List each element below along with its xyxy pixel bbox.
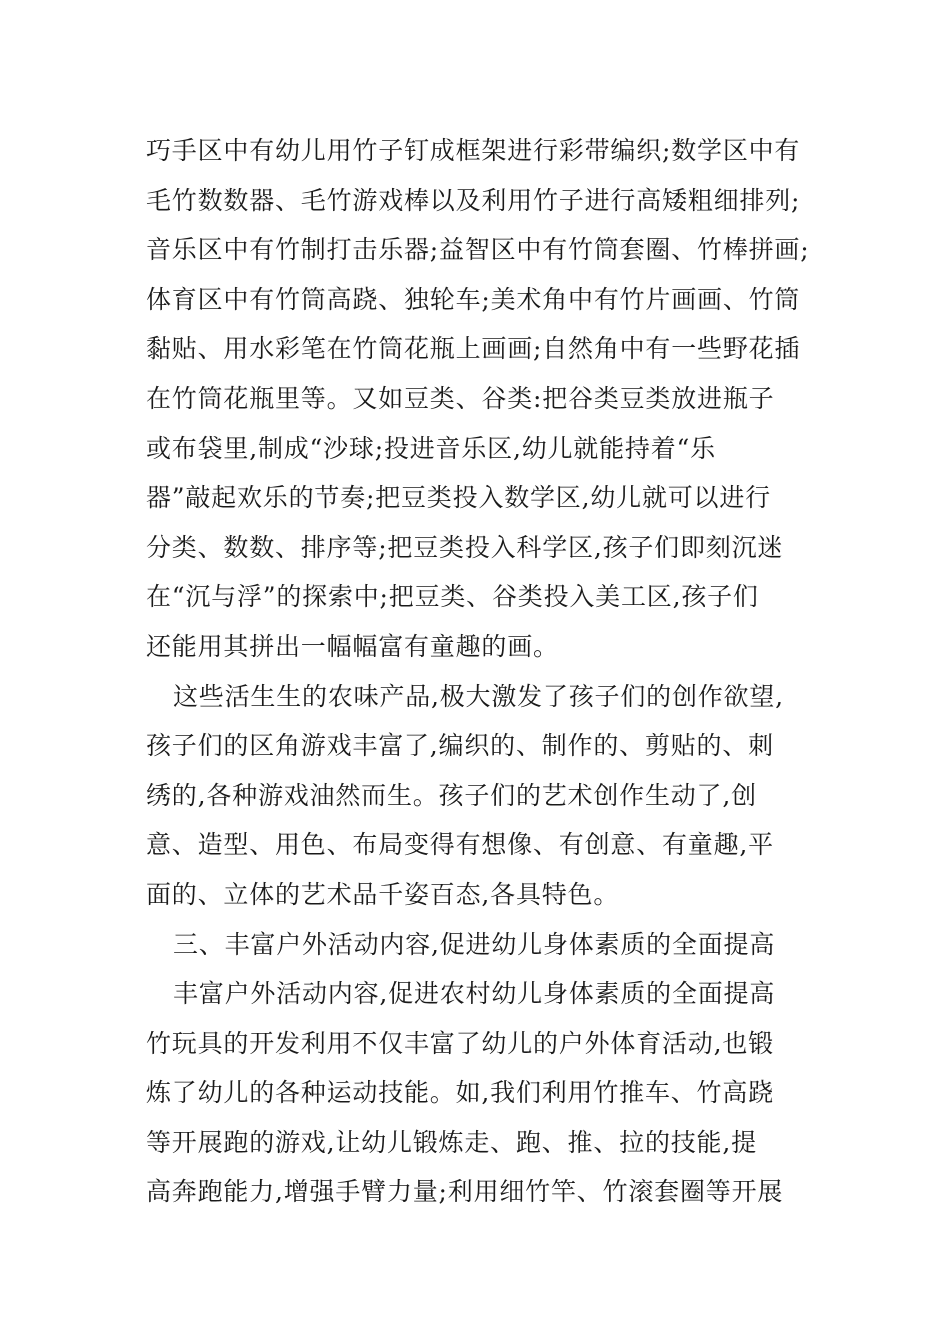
text-line: 毛竹数数器、毛竹游戏棒以及利用竹子进行高矮粗细排列; [146,185,801,215]
text-line: 巧手区中有幼儿用竹子钉成框架进行彩带编织;数学区中有 [146,136,801,165]
text-line: 在“沉与浮”的探索中;把豆类、谷类投入美工区,孩子们 [146,582,759,612]
text-line: 孩子们的区角游戏丰富了,编织的、制作的、剪贴的、刺 [146,731,774,761]
text-line: 音乐区中有竹制打击乐器;益智区中有竹筒套圈、竹棒拼画; [146,235,810,265]
text-line: 器”敲起欢乐的节奏;把豆类投入数学区,幼儿就可以进行 [146,483,771,513]
text-line: 体育区中有竹筒高跷、独轮车;美术角中有竹片画画、竹筒 [146,284,801,314]
text-line: 绣的,各种游戏油然而生。孩子们的艺术创作生动了,创 [146,780,757,810]
section-heading: 三、丰富户外活动内容,促进幼儿身体素质的全面提高 [173,929,776,959]
text-line: 面的、立体的艺术品千姿百态,各具特色。 [146,879,620,909]
document-body [146,126,826,1217]
paragraph-start-line: 这些活生生的农味产品,极大激发了孩子们的创作欲望, [173,681,784,711]
text-line: 意、造型、用色、布局变得有想像、有创意、有童趣,平 [146,830,774,860]
text-line: 等开展跑的游戏,让幼儿锻炼走、跑、推、拉的技能,提 [146,1127,757,1157]
text-line: 黏贴、用水彩笔在竹筒花瓶上画画;自然角中有一些野花插 [146,334,801,364]
text-line: 竹玩具的开发利用不仅丰富了幼儿的户外体育活动,也锻 [146,1028,774,1058]
paragraph-start-line: 丰富户外活动内容,促进农村幼儿身体素质的全面提高 [173,979,776,1009]
text-line: 炼了幼儿的各种运动技能。如,我们利用竹推车、竹高跷 [146,1078,774,1108]
text-line: 还能用其拼出一幅幅富有童趣的画。 [146,631,559,661]
text-line: 分类、数数、排序等;把豆类投入科学区,孩子们即刻沉迷 [146,532,784,562]
text-line: 在竹筒花瓶里等。又如豆类、谷类:把谷类豆类放进瓶子 [146,383,775,413]
text-line: 或布袋里,制成“沙球;投进音乐区,幼儿就能持着“乐 [146,433,716,463]
text-line: 高奔跑能力,增强手臂力量;利用细竹竿、竹滚套圈等开展 [146,1177,784,1207]
